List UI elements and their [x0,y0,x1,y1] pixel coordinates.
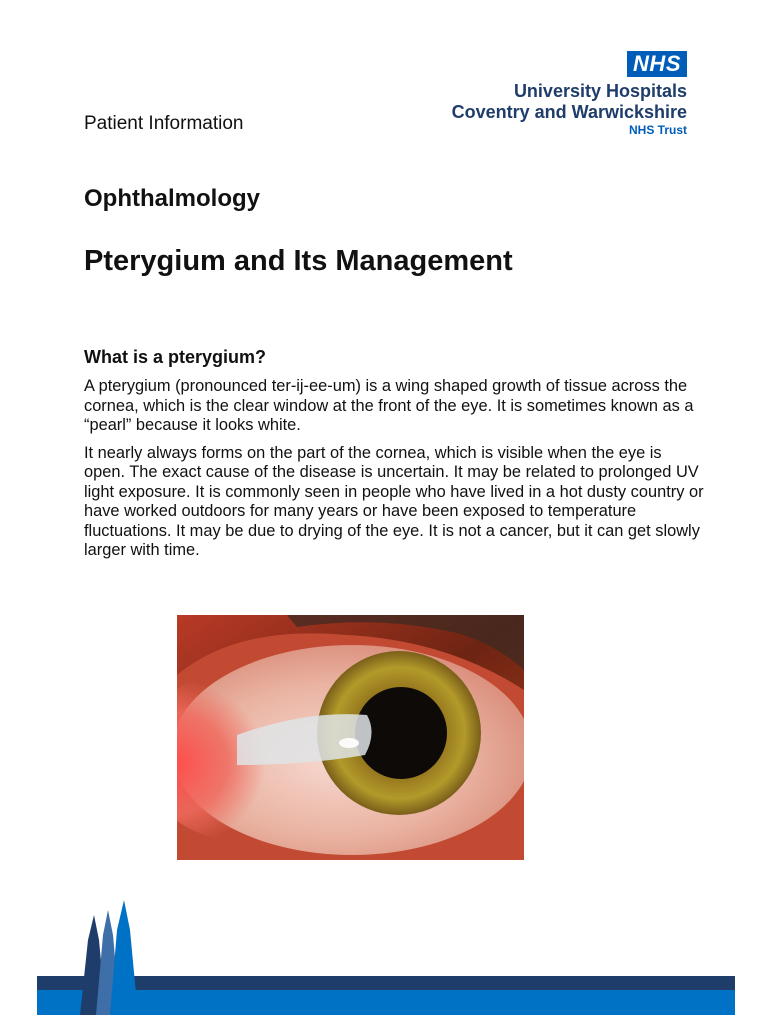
footer-band-dark [37,976,735,990]
what-is-pterygium-section [84,347,704,569]
nhs-logo: NHS [627,51,687,77]
footer-band-light [37,990,735,1015]
specialty-heading: Ophthalmology [84,185,260,212]
trust-branding [452,51,687,137]
patient-information-label: Patient Information [84,113,244,134]
trust-name-line2: Coventry and Warwickshire [451,102,687,122]
trust-name-line1: University Hospitals [513,81,687,101]
paragraph-2: It nearly always forms on the part of the cornea, which is visible when the eye is open. The exact cause of the disease is uncertain. It may be related to prolonged UV light exposure. It is commonly seen in people who have lived in a hot dusty country or have worked outdoors for many years or have been exposed to temperature fluctuations. It may be due to drying of the eye. It is not a cancer, but it can get slowly larger with time. [84,443,704,559]
eye-pterygium-photo [177,615,524,860]
spires-footer-graphic [0,895,768,1024]
document-title: Pterygium and Its Management [84,245,513,277]
paragraph-1: A pterygium (pronounced ter-ij-ee-um) is a wing shaped growth of tissue across the cornea, which is the clear window at the front of the eye. It is sometimes known as a “pearl” because it looks white. [84,377,694,434]
trust-name-line3: NHS Trust [628,123,687,137]
section-heading: What is a pterygium? [84,347,267,367]
